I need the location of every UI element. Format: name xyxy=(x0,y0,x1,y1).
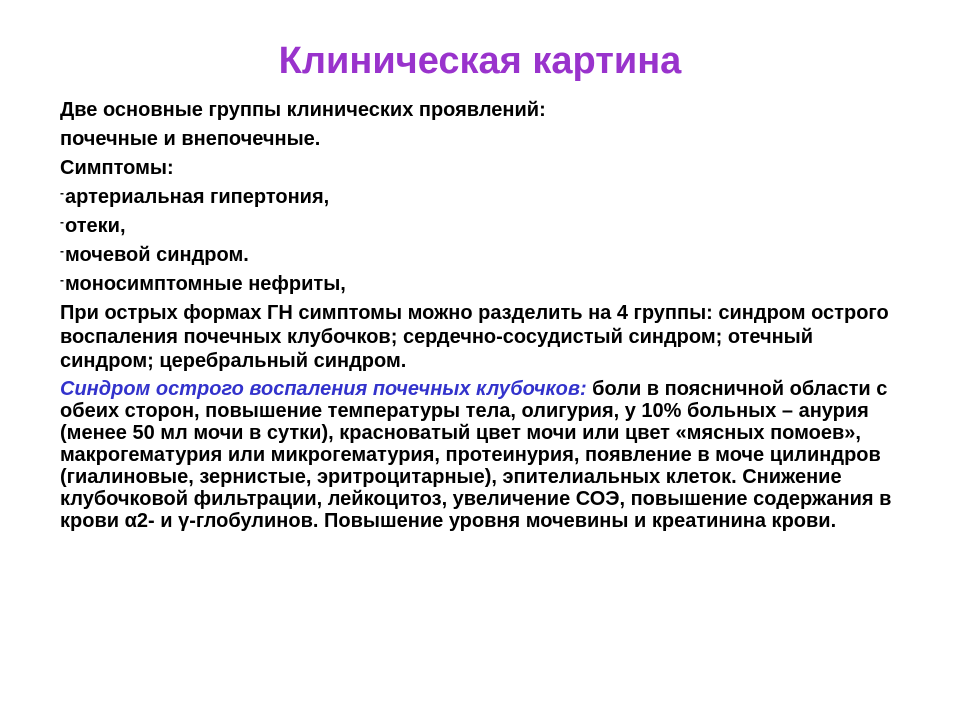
bullet-text: мочевой синдром. xyxy=(65,244,249,266)
bullet-mark: - xyxy=(60,186,64,200)
bullet-item xyxy=(60,185,910,209)
syndrome-colon: : xyxy=(579,378,587,400)
acute-forms-paragraph: При острых формах ГН симптомы можно разделить на 4 группы: синдром острого воспаления почечных клубочков; сердечно-сосудистый синдром; отечный синдром; церебральный синдром. xyxy=(60,302,889,372)
bullet-item xyxy=(60,214,910,238)
intro-line-2: почечные и внепочечные. xyxy=(60,128,321,150)
slide-title: Клиническая картина xyxy=(278,40,682,82)
symptoms-heading: Симптомы: xyxy=(60,157,174,179)
bullet-text: моносимптомные нефриты, xyxy=(65,273,346,295)
bullet-mark: - xyxy=(60,244,64,258)
bullet-mark: - xyxy=(60,273,64,287)
syndrome-heading: Синдром острого воспаления почечных клубочков xyxy=(60,378,580,400)
syndrome-paragraph xyxy=(60,378,910,532)
bullet-item xyxy=(60,272,910,296)
slide-content xyxy=(60,98,910,537)
syndrome-description: боли в поясничной области с обеих сторон, повышение температуры тела, олигурия, у 10% больных – анурия (менее 50 мл мочи в сутки), красноватый цвет мочи или цвет «мясных помоев», макрогематурия или микрогематурия, протеинурия, появление в моче цилиндров (гиалиновые, зернистые, эритроцитарные), эпителиальных клеток. Снижение клубочковой фильтрации, лейкоцитоз, увеличение СОЭ, повышение содержания в крови α2- и γ-глобулинов. Повышение уровня мочевины и креатинина крови. xyxy=(60,378,892,532)
bullet-text: отеки, xyxy=(65,215,126,237)
bullet-text: артериальная гипертония, xyxy=(65,186,330,208)
bullet-item xyxy=(60,243,910,267)
intro-line-1: Две основные группы клинических проявлений: xyxy=(60,99,546,121)
bullet-mark: - xyxy=(60,215,64,229)
